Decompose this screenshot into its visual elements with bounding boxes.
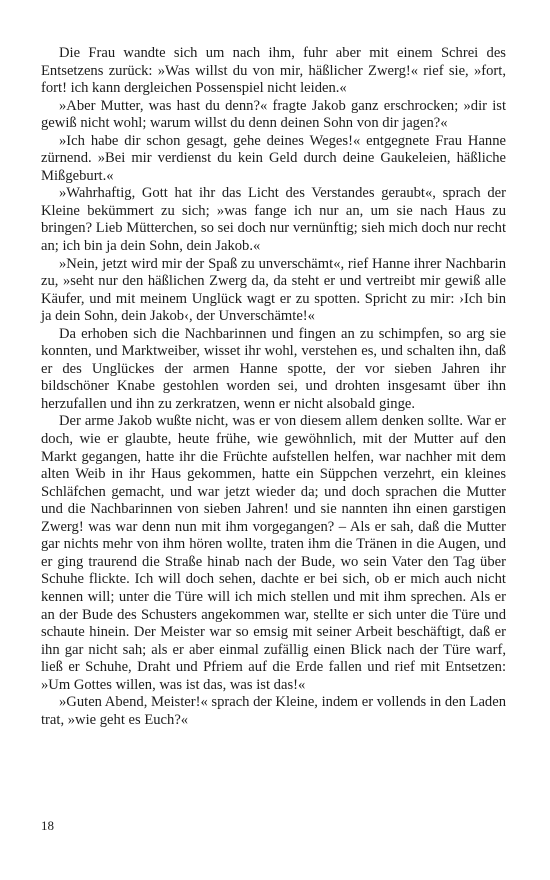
paragraph-6: Da erhoben sich die Nachbarinnen und fingen an zu schimpfen, so arg sie konnten, und Marktweiber, wisset ihr wohl, verstehen es, und schalten ihn, daß er des Unglückes der armen Hanne spotte, der vor sieben Jahren ihr bildschöner Knabe gestohlen worden sei, und drohten insgesamt über ihn herzufallen und ihn zu zerkratzen, wenn er nicht alsobald ginge. (41, 325, 506, 412)
page-number: 18 (41, 818, 54, 833)
book-page-text (41, 45, 506, 729)
paragraph-4: »Wahrhaftig, Gott hat ihr das Licht des Verstandes geraubt«, sprach der Kleine bekümmert zu sich; »was fange ich nur an, um sie nach Haus zu bringen? Lieb Mütterchen, so sei doch nur vernünftig; sieh mich doch nur recht an; ich bin ja dein Sohn, dein Jakob.« (41, 185, 506, 255)
paragraph-1: Die Frau wandte sich um nach ihm, fuhr aber mit einem Schrei des Entsetzens zurück: »Was willst du von mir, häßlicher Zwerg!« rief sie, »fort, fort! ich kann dergleichen Possenspiel nicht leiden.« (41, 45, 506, 97)
paragraph-5: »Nein, jetzt wird mir der Spaß zu unverschämt«, rief Hanne ihrer Nachbarin zu, »seht nur den häßlichen Zwerg da, da steht er und vertreibt mir gewiß alle Käufer, und mit meinem Unglück wagt er zu spotten. Spricht zu mir: ›Ich bin ja dein Sohn, dein Jakob‹, der Unverschämte!« (41, 255, 506, 325)
paragraph-8: »Guten Abend, Meister!« sprach der Kleine, indem er vollends in den Laden trat, »wie geht es Euch?« (41, 694, 507, 728)
paragraph-7: Der arme Jakob wußte nicht, was er von diesem allem denken sollte. War er doch, wie er glaubte, heute frühe, wie gewöhnlich, mit der Mutter auf den Markt gegangen, hatte ihr die Früchte aufstellen helfen, war nachher mit dem alten Weib in ihr Haus gekommen, hatte ein Süppchen verzehrt, ein kleines Schläfchen gemacht, und war jetzt wieder da; und doch sprachen die Mutter und die Nachbarinnen von sieben Jahren! und sie nannten ihn einen garstigen Zwerg! was war denn nun mit ihm vorgegangen? – Als er sah, daß die Mutter gar nichts mehr von ihm hören wollte, traten ihm die Tränen in die Augen, und er ging traurend die Straße hinab nach der Bude, wo sein Vater den Tag über Schuhe flickte. Ich will doch sehen, dachte er bei sich, ob er mich auch nicht kennen will; unter die Türe will ich mich stellen und mit ihm sprechen. Als er an der Bude des Schusters angekommen war, stellte er sich unter die Türe und schaute hinein. Der Meister war so emsig mit seiner Arbeit beschäftigt, daß er ihn gar nicht sah; als er aber einmal zufällig einen Blick nach der Türe warf, ließ er Schuhe, Draht und Pfriem auf die Erde fallen und rief mit Entsetzen: »Um Gottes willen, was ist das, was ist das!« (41, 413, 506, 693)
paragraph-3: »Ich habe dir schon gesagt, gehe deines Weges!« entgegnete Frau Hanne zürnend. »Bei mir verdienst du kein Geld durch deine Gaukeleien, häßliche Mißgeburt.« (41, 132, 506, 184)
paragraph-2: »Aber Mutter, was hast du denn?« fragte Jakob ganz erschrocken; »dir ist gewiß nicht wohl; warum willst du denn deinen Sohn von dir jagen?« (41, 97, 506, 132)
